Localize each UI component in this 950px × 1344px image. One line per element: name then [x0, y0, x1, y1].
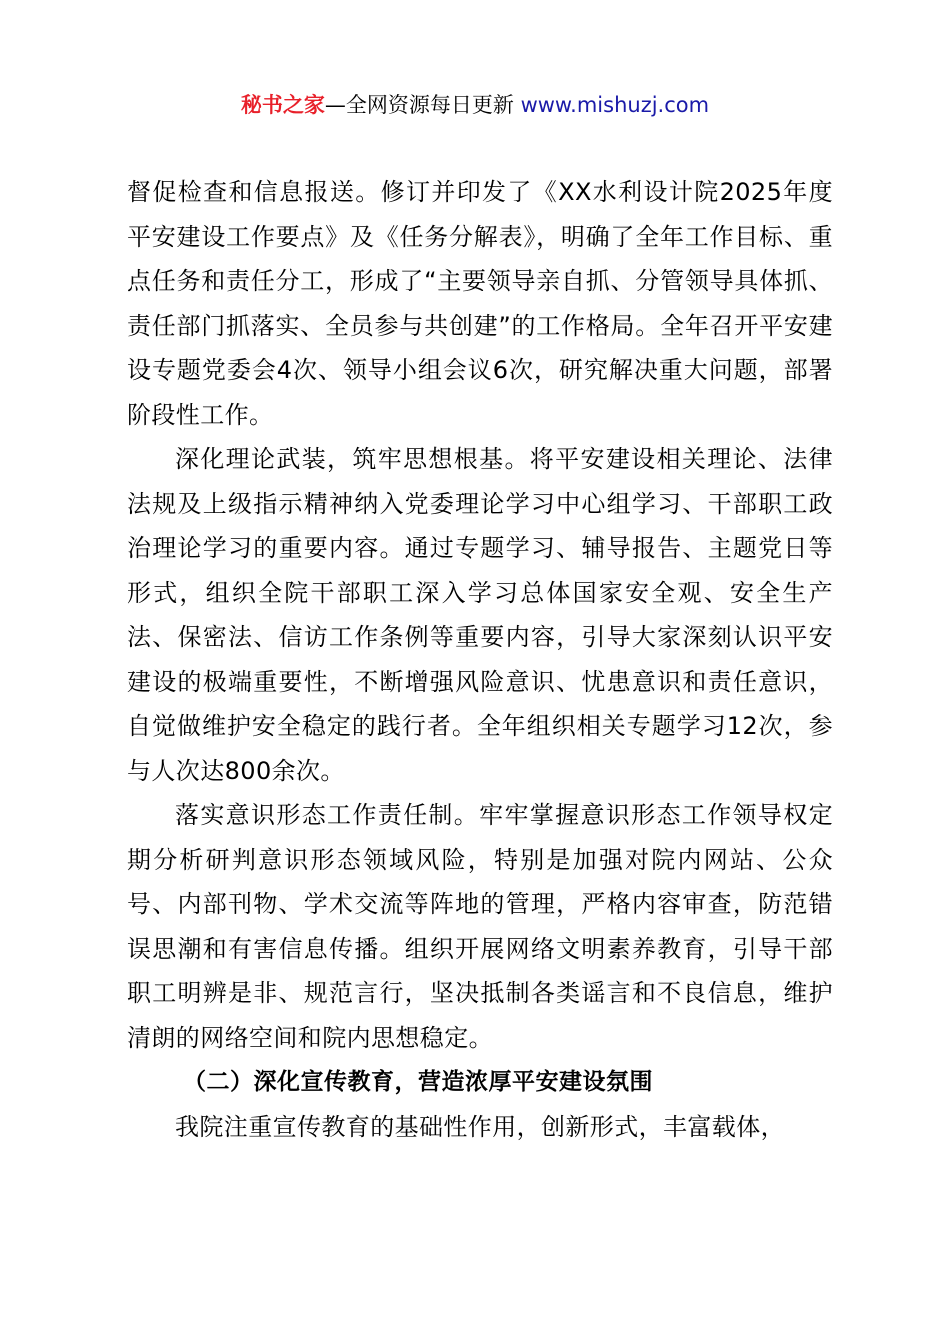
- page-header: [0, 88, 950, 122]
- paragraph-ideology-responsibility: 落实意识形态工作责任制。牢牢掌握意识形态工作领导权定期分析研判意识形态领域风险，特别是加强对院内网站、公众号、内部刊物、学术交流等阵地的管理，严格内容审查，防范错误思潮和有害信息传播。组织开展网络文明素养教育，引导干部职工明辨是非、规范言行，坚决抵制各类谣言和不良信息，维护清朗的网络空间和院内思想稳定。: [127, 801, 833, 1052]
- brand-name: 秘书之家: [240, 93, 325, 117]
- document-body: [127, 170, 833, 1149]
- site-url-link[interactable]: www.mishuzj.com: [520, 93, 710, 117]
- header-tagline: —全网资源每日更新: [324, 93, 521, 117]
- section-heading: （二）深化宣传教育，营造浓厚平安建设氛围: [183, 1069, 653, 1095]
- paragraph-continued: 督促检查和信息报送。修订并印发了《XX水利设计院2025年度平安建设工作要点》及《任务分解表》，明确了全年工作目标、重点任务和责任分工，形成了“主要领导亲自抓、分管领导具体抓、责任部门抓落实、全员参与共创建”的工作格局。全年召开平安建设专题党委会4次、领导小组会议6次，研究解决重大问题，部署阶段性工作。: [127, 178, 833, 429]
- paragraph-theory-study: 深化理论武装，筑牢思想根基。将平安建设相关理论、法律法规及上级指示精神纳入党委理论学习中心组学习、干部职工政治理论学习的重要内容。通过专题学习、辅导报告、主题党日等形式，组织全院干部职工深入学习总体国家安全观、安全生产法、保密法、信访工作条例等重要内容，引导大家深刻认识平安建设的极端重要性，不断增强风险意识、忧患意识和责任意识，自觉做维护安全稳定的践行者。全年组织相关专题学习12次，参与人次达800余次。: [127, 445, 833, 785]
- paragraph-publicity-education: 我院注重宣传教育的基础性作用，创新形式，丰富载体，: [175, 1112, 785, 1141]
